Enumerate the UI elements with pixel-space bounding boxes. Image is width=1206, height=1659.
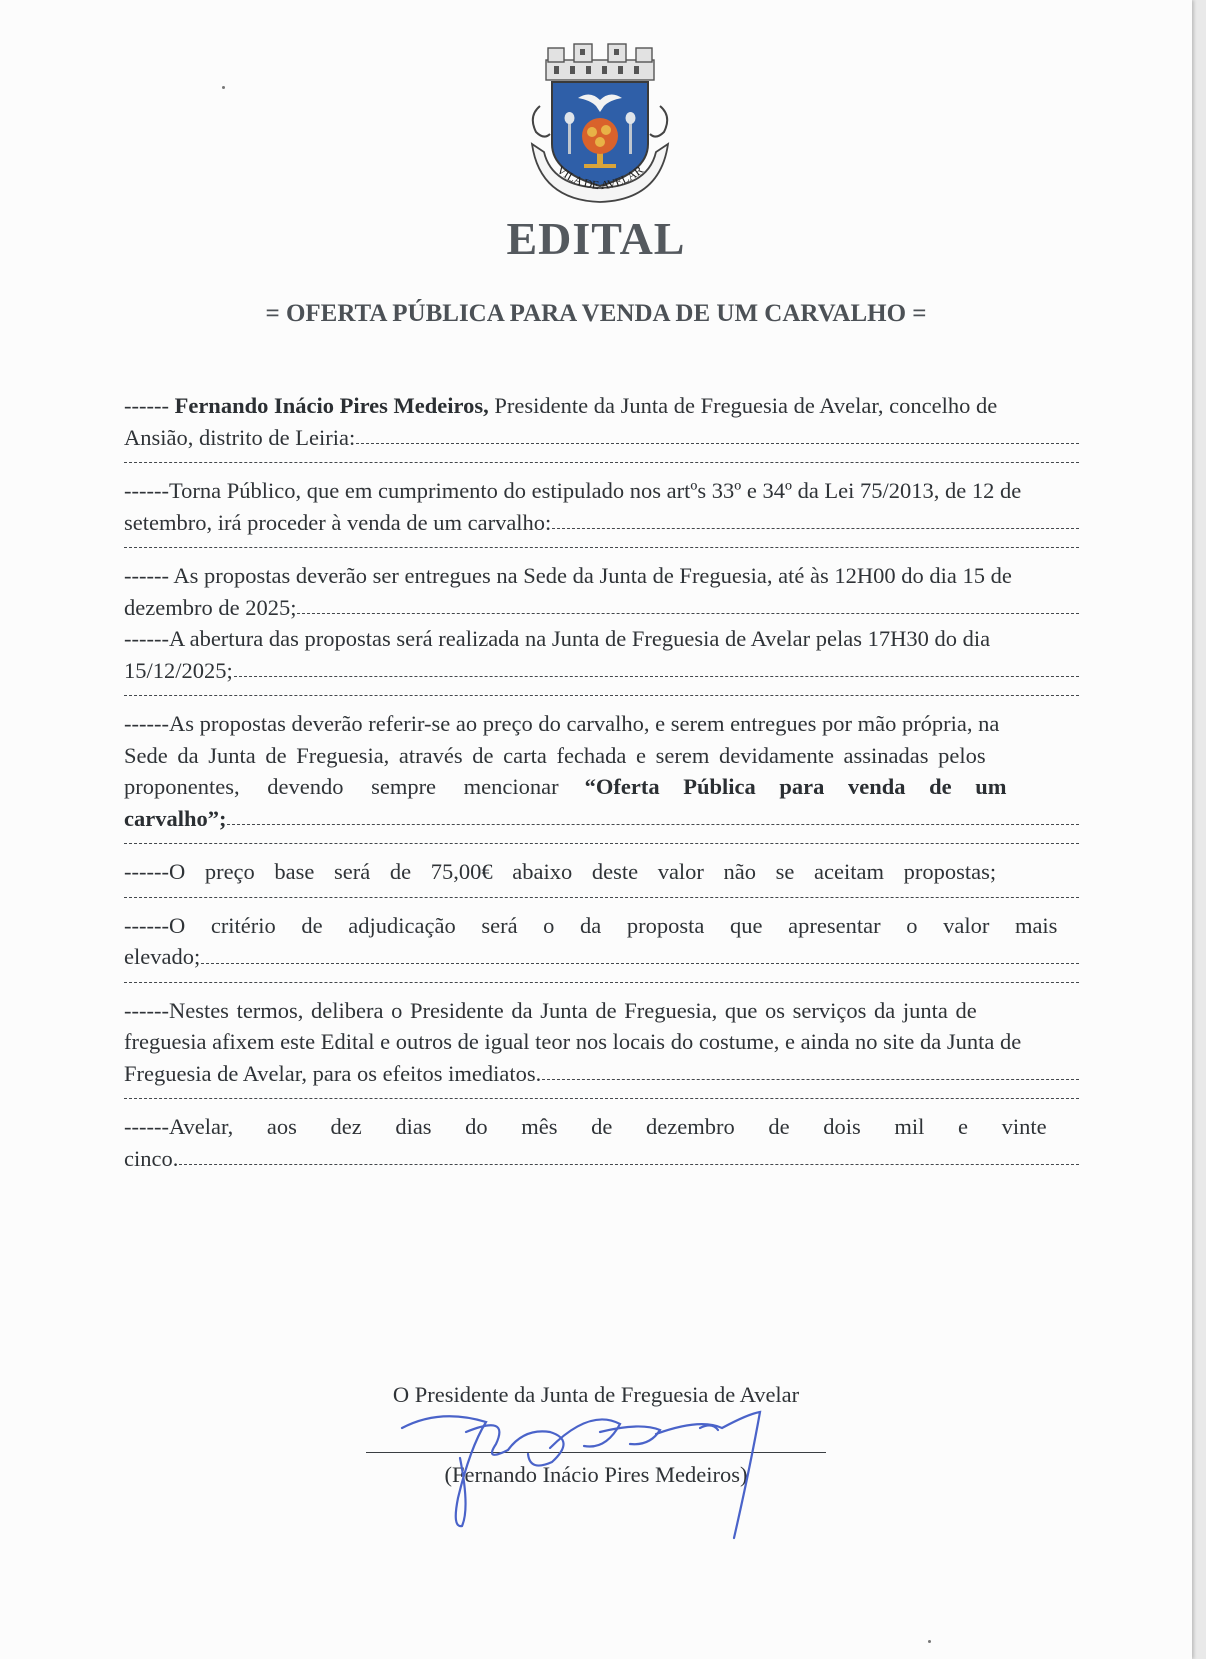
paragraph-1-text: Presidente da Junta de Freguesia de Avelar, concelho de: [488, 393, 998, 418]
quoted-subject-end: carvalho”;: [124, 805, 227, 831]
paragraph-6-line-1: ------O preço base será de 75,00€ abaixo deste valor não se aceitam propostas;: [124, 859, 997, 884]
president-name: Fernando Inácio Pires Medeiros,: [174, 393, 489, 418]
edital-body: [124, 390, 1079, 1174]
paragraph-4-line-1: ------A abertura das propostas será realizada na Junta de Freguesia de Avelar pelas 17H30 do dia: [124, 626, 991, 651]
signatory-role: O Presidente da Junta de Freguesia de Avelar: [392, 1382, 800, 1407]
paragraph-2-line-2: setembro, irá proceder à venda de um carvalho:: [124, 507, 1079, 539]
dash-prefix: ------: [124, 393, 175, 418]
signatory-name: (Fernando Inácio Pires Medeiros): [444, 1462, 748, 1487]
paragraph-5-line-2: Sede da Junta de Freguesia, através de carta fechada e serem devidamente assinadas pelos: [124, 742, 986, 768]
dash-separator: [124, 453, 1079, 475]
scan-speck: [222, 86, 225, 89]
paragraph-4-line-2: 15/12/2025;: [124, 655, 1079, 687]
scan-speck: [928, 1640, 931, 1643]
paragraph-8-line-2: freguesia afixem este Edital e outros de igual teor nos locais do costume, e ainda no site da Junta de: [124, 1029, 1022, 1054]
coat-of-arms-logo: [518, 40, 682, 210]
paragraph-3-line-1: ------ As propostas deverão ser entregues na Sede da Junta de Freguesia, até às 12H00 do dia 15 de: [124, 563, 1012, 588]
quoted-subject: “Oferta Pública para venda de um: [584, 774, 1007, 799]
handwritten-signature: [400, 1388, 830, 1548]
paragraph-7-line-1: ------O critério de adjudicação será o da proposta que apresentar o valor mais: [124, 912, 1058, 938]
paragraph-2-line-1: ------Torna Público, que em cumprimento do estipulado nos artºs 33º e 34º da Lei 75/2013, de 12 de: [124, 478, 1022, 503]
paragraph-5-line-4: [124, 803, 1079, 835]
paragraph-8-line-3: Freguesia de Avelar, para os efeitos imediatos.: [124, 1058, 1079, 1090]
paragraph-3-line-2: dezembro de 2025;: [124, 592, 1079, 624]
paragraph-9-line-1: ------Avelar, aos dez dias do mês de dezembro de dois mil e vinte: [124, 1114, 1047, 1139]
paragraph-1-line-2: Ansião, distrito de Leiria:: [124, 422, 1079, 454]
dash-separator: [124, 888, 1079, 910]
dash-separator: [124, 973, 1079, 995]
paragraph-8-line-1: ------Nestes termos, delibera o Presidente da Junta de Freguesia, que os serviços da junta de: [124, 997, 977, 1023]
dash-separator: [124, 686, 1079, 708]
dash-separator: [124, 1089, 1079, 1111]
paragraph-9-line-2: cinco.: [124, 1143, 1079, 1175]
paragraph-5-line-3: proponentes, devendo sempre mencionar “Oferta Pública para venda de um: [124, 771, 1079, 803]
paragraph-7-line-2: elevado;: [124, 941, 1079, 973]
document-title: EDITAL: [506, 213, 686, 264]
paragraph-5-line-1: ------As propostas deverão referir-se ao preço do carvalho, e serem entregues por mão própria, na: [124, 711, 1000, 736]
paragraph-1-line-1: [124, 390, 1079, 422]
dash-separator: [124, 538, 1079, 560]
document-subtitle: = OFERTA PÚBLICA PARA VENDA DE UM CARVALHO =: [265, 300, 927, 327]
crest-motto: VILA DE AVELAR: [554, 162, 646, 193]
dash-separator: [124, 834, 1079, 856]
